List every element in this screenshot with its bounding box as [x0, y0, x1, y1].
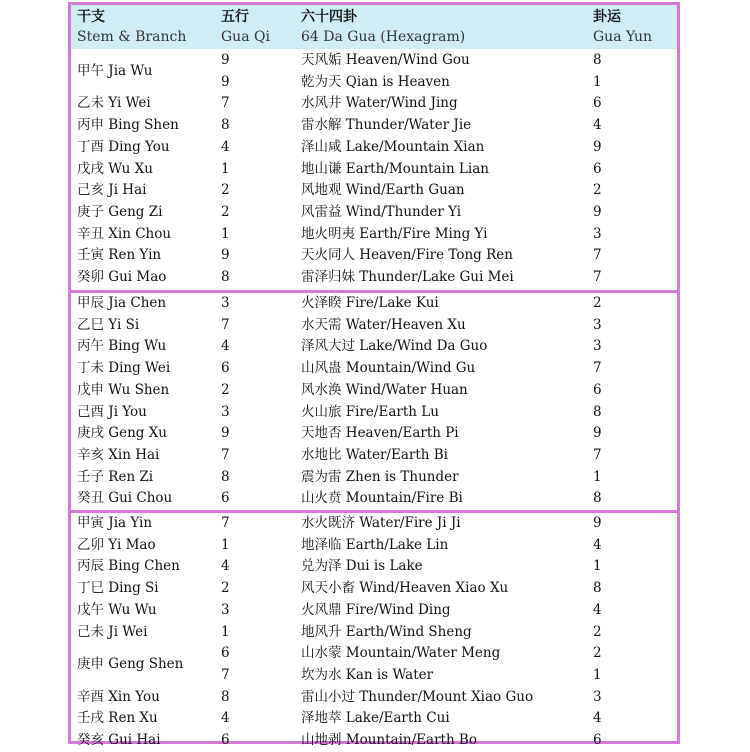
hexagram-table	[68, 2, 680, 748]
gua-yun-cell: 6	[593, 160, 602, 177]
gua-qi-cell: 1	[221, 225, 230, 242]
stem-branch-cell: 戊午 Wu Wu	[77, 601, 157, 618]
gua-qi-cell: 9	[221, 247, 230, 264]
hexagram-cell: 雷山小过 Thunder/Mount Xiao Guo	[301, 688, 534, 705]
hexagram-cell: 泽地萃 Lake/Earth Cui	[301, 710, 450, 727]
table-row	[71, 224, 677, 246]
gua-qi-cell: 2	[221, 203, 230, 220]
gua-qi-cell: 8	[221, 269, 230, 285]
hexagram-cell: 山火贲 Mountain/Fire Bi	[301, 490, 463, 507]
table-row	[71, 137, 677, 159]
table-row	[71, 578, 677, 600]
gua-qi-cell: 4	[221, 138, 230, 155]
table-row	[71, 730, 677, 752]
gua-yun-cell: 4	[593, 117, 602, 134]
gua-qi-cell: 6	[221, 645, 230, 662]
hexagram-cell: 水风井 Water/Wind Jing	[301, 95, 458, 112]
stem-branch-cell: 丁未 Ding Wei	[77, 360, 171, 377]
hexagram-cell: 风雷益 Wind/Thunder Yi	[301, 203, 462, 220]
header-gua-yun-cn: 卦运	[593, 9, 621, 25]
hexagram-cell: 风天小畜 Wind/Heaven Xiao Xu	[301, 580, 509, 597]
stem-branch-cell: 庚戌 Geng Xu	[77, 425, 167, 442]
stem-branch-cell: 乙巳 Yi Si	[77, 316, 140, 333]
table-row	[71, 535, 677, 557]
header-gua-yun-en: Gua Yun	[593, 29, 653, 45]
gua-yun-cell: 2	[593, 623, 602, 640]
stem-branch-cell: 庚子 Geng Zi	[77, 203, 163, 220]
gua-yun-cell: 9	[593, 138, 602, 155]
stem-branch-cell: 己未 Ji Wei	[77, 623, 148, 640]
hexagram-cell: 水地比 Water/Earth Bi	[301, 446, 448, 463]
gua-yun-cell: 4	[593, 536, 602, 553]
gua-qi-cell: 4	[221, 558, 230, 575]
table-row	[71, 622, 677, 644]
hexagram-cell: 天火同人 Heaven/Fire Tong Ren	[301, 247, 513, 264]
stem-branch-cell: 乙未 Yi Wei	[77, 95, 151, 112]
gua-yun-cell: 4	[593, 710, 602, 727]
gua-yun-cell: 6	[593, 732, 602, 748]
gua-qi-cell: 6	[221, 732, 230, 748]
table-row	[71, 488, 677, 510]
header-gua-qi-en: Gua Qi	[221, 29, 270, 45]
gua-yun-cell: 9	[593, 425, 602, 442]
gua-yun-cell: 7	[593, 360, 602, 377]
table-row	[71, 336, 677, 358]
hexagram-cell: 震为雷 Zhen is Thunder	[301, 468, 459, 485]
table-row	[71, 513, 677, 535]
stem-branch-cell: 壬子 Ren Zi	[77, 468, 154, 485]
gua-qi-cell: 8	[221, 688, 230, 705]
gua-yun-cell: 7	[593, 247, 602, 264]
table-row	[71, 267, 677, 289]
table-row	[71, 50, 677, 93]
gua-qi-cell: 7	[221, 666, 230, 683]
hexagram-cell: 地风升 Earth/Wind Sheng	[301, 623, 472, 640]
hexagram-cell: 雷水解 Thunder/Water Jie	[301, 117, 472, 134]
hexagram-cell: 风地观 Wind/Earth Guan	[301, 182, 465, 199]
gua-yun-cell: 8	[593, 490, 602, 507]
gua-yun-cell: 1	[593, 666, 602, 683]
stem-branch-cell: 辛亥 Xin Hai	[77, 446, 160, 463]
hexagram-cell: 地泽临 Earth/Lake Lin	[301, 536, 449, 553]
gua-qi-cell: 9	[221, 52, 230, 68]
hexagram-cell: 水天需 Water/Heaven Xu	[301, 316, 466, 333]
table-section	[71, 49, 677, 290]
stem-branch-cell: 己酉 Ji You	[77, 403, 147, 420]
table-row	[71, 643, 677, 686]
gua-qi-cell: 7	[221, 95, 230, 112]
gua-qi-cell: 3	[221, 403, 230, 420]
gua-yun-cell: 9	[593, 203, 602, 220]
table-row	[71, 93, 677, 115]
hexagram-cell: 雷泽归妹 Thunder/Lake Gui Mei	[301, 269, 514, 285]
gua-yun-cell: 3	[593, 338, 602, 355]
table-row	[71, 180, 677, 202]
hexagram-cell: 泽山咸 Lake/Mountain Xian	[301, 138, 485, 155]
hexagram-cell: 天地否 Heaven/Earth Pi	[301, 425, 459, 442]
table-row	[71, 467, 677, 489]
header-hexagram-en: 64 Da Gua (Hexagram)	[301, 29, 466, 45]
stem-branch-cell: 癸丑 Gui Chou	[77, 490, 173, 507]
gua-yun-cell: 6	[593, 381, 602, 398]
table-row	[71, 402, 677, 424]
stem-branch-cell: 甲午 Jia Wu	[77, 62, 153, 79]
gua-yun-cell: 2	[593, 645, 602, 662]
stem-branch-cell: 辛酉 Xin You	[77, 688, 160, 705]
gua-qi-cell: 9	[221, 73, 230, 90]
stem-branch-cell: 丁巳 Ding Si	[77, 580, 159, 597]
stem-branch-cell: 丙辰 Bing Chen	[77, 558, 180, 575]
table-header	[71, 5, 677, 49]
header-stem-branch-cn: 干支	[77, 9, 105, 25]
gua-yun-cell: 1	[593, 73, 602, 90]
gua-qi-cell: 6	[221, 490, 230, 507]
gua-yun-cell: 8	[593, 580, 602, 597]
stem-branch-cell: 丁酉 Ding You	[77, 138, 170, 155]
hexagram-cell: 山风蛊 Mountain/Wind Gu	[301, 360, 476, 377]
gua-yun-cell: 3	[593, 688, 602, 705]
gua-yun-cell: 1	[593, 558, 602, 575]
gua-qi-cell: 4	[221, 710, 230, 727]
gua-qi-cell: 8	[221, 117, 230, 134]
table-row	[71, 293, 677, 315]
hexagram-cell: 山水蒙 Mountain/Water Meng	[301, 645, 501, 662]
hexagram-cell: 火泽睽 Fire/Lake Kui	[301, 295, 439, 311]
gua-qi-cell: 7	[221, 515, 230, 531]
table-row	[71, 115, 677, 137]
table-row	[71, 423, 677, 445]
hexagram-cell: 山地剥 Mountain/Earth Bo	[301, 732, 477, 748]
gua-yun-cell: 8	[593, 52, 602, 68]
hexagram-cell: 泽风大过 Lake/Wind Da Guo	[301, 338, 488, 355]
stem-branch-cell: 壬寅 Ren Yin	[77, 247, 162, 264]
table-row	[71, 380, 677, 402]
table-row	[71, 445, 677, 467]
hexagram-cell: 兑为泽 Dui is Lake	[301, 558, 423, 575]
gua-qi-cell: 6	[221, 360, 230, 377]
gua-qi-cell: 2	[221, 580, 230, 597]
gua-qi-cell: 7	[221, 316, 230, 333]
gua-yun-cell: 2	[593, 182, 602, 199]
table-row	[71, 202, 677, 224]
hexagram-cell: 地火明夷 Earth/Fire Ming Yi	[301, 225, 488, 242]
stem-branch-cell: 癸亥 Gui Hai	[77, 732, 161, 748]
table-row	[71, 315, 677, 337]
table-row	[71, 556, 677, 578]
stem-branch-cell: 庚申 Geng Shen	[77, 656, 184, 673]
stem-branch-cell: 己亥 Ji Hai	[77, 182, 147, 199]
gua-qi-cell: 3	[221, 601, 230, 618]
table-row	[71, 708, 677, 730]
stem-branch-cell: 丙午 Bing Wu	[77, 338, 167, 355]
stem-branch-cell: 乙卯 Yi Mao	[77, 536, 156, 553]
hexagram-cell: 水火既济 Water/Fire Ji Ji	[301, 515, 461, 531]
header-gua-qi-cn: 五行	[221, 9, 249, 25]
stem-branch-cell: 甲寅 Jia Yin	[77, 515, 153, 531]
gua-yun-cell: 6	[593, 95, 602, 112]
table-row	[71, 358, 677, 380]
hexagram-cell: 火山旅 Fire/Earth Lu	[301, 403, 439, 420]
stem-branch-cell: 辛丑 Xin Chou	[77, 225, 172, 242]
gua-qi-cell: 3	[221, 295, 230, 311]
stem-branch-cell: 丙申 Bing Shen	[77, 117, 179, 134]
gua-yun-cell: 1	[593, 468, 602, 485]
hexagram-cell: 火风鼎 Fire/Wind Ding	[301, 601, 451, 618]
gua-qi-cell: 2	[221, 381, 230, 398]
gua-yun-cell: 3	[593, 316, 602, 333]
table-row	[71, 687, 677, 709]
table-section	[71, 290, 677, 507]
gua-qi-cell: 1	[221, 623, 230, 640]
gua-qi-cell: 7	[221, 446, 230, 463]
gua-yun-cell: 9	[593, 515, 602, 531]
gua-yun-cell: 3	[593, 225, 602, 242]
gua-yun-cell: 2	[593, 295, 602, 311]
hexagram-cell: 天风姤 Heaven/Wind Gou	[301, 52, 470, 68]
table-section	[71, 510, 677, 748]
stem-branch-cell: 甲辰 Jia Chen	[77, 295, 167, 311]
table-row	[71, 245, 677, 267]
gua-qi-cell: 1	[221, 160, 230, 177]
gua-qi-cell: 4	[221, 338, 230, 355]
gua-qi-cell: 1	[221, 536, 230, 553]
hexagram-cell: 乾为天 Qian is Heaven	[301, 73, 450, 90]
gua-qi-cell: 9	[221, 425, 230, 442]
stem-branch-cell: 壬戌 Ren Xu	[77, 710, 158, 727]
header-hexagram-cn: 六十四卦	[301, 9, 357, 25]
gua-yun-cell: 8	[593, 403, 602, 420]
gua-yun-cell: 7	[593, 269, 602, 285]
hexagram-cell: 坎为水 Kan is Water	[301, 666, 434, 683]
table-row	[71, 159, 677, 181]
hexagram-cell: 地山谦 Earth/Mountain Lian	[301, 160, 489, 177]
stem-branch-cell: 戊申 Wu Shen	[77, 381, 170, 398]
gua-yun-cell: 4	[593, 601, 602, 618]
gua-yun-cell: 7	[593, 446, 602, 463]
gua-qi-cell: 2	[221, 182, 230, 199]
gua-qi-cell: 8	[221, 468, 230, 485]
table-row	[71, 600, 677, 622]
stem-branch-cell: 戊戌 Wu Xu	[77, 160, 153, 177]
stem-branch-cell: 癸卯 Gui Mao	[77, 269, 167, 285]
hexagram-cell: 风水涣 Wind/Water Huan	[301, 381, 468, 398]
header-stem-branch-en: Stem & Branch	[77, 29, 187, 45]
